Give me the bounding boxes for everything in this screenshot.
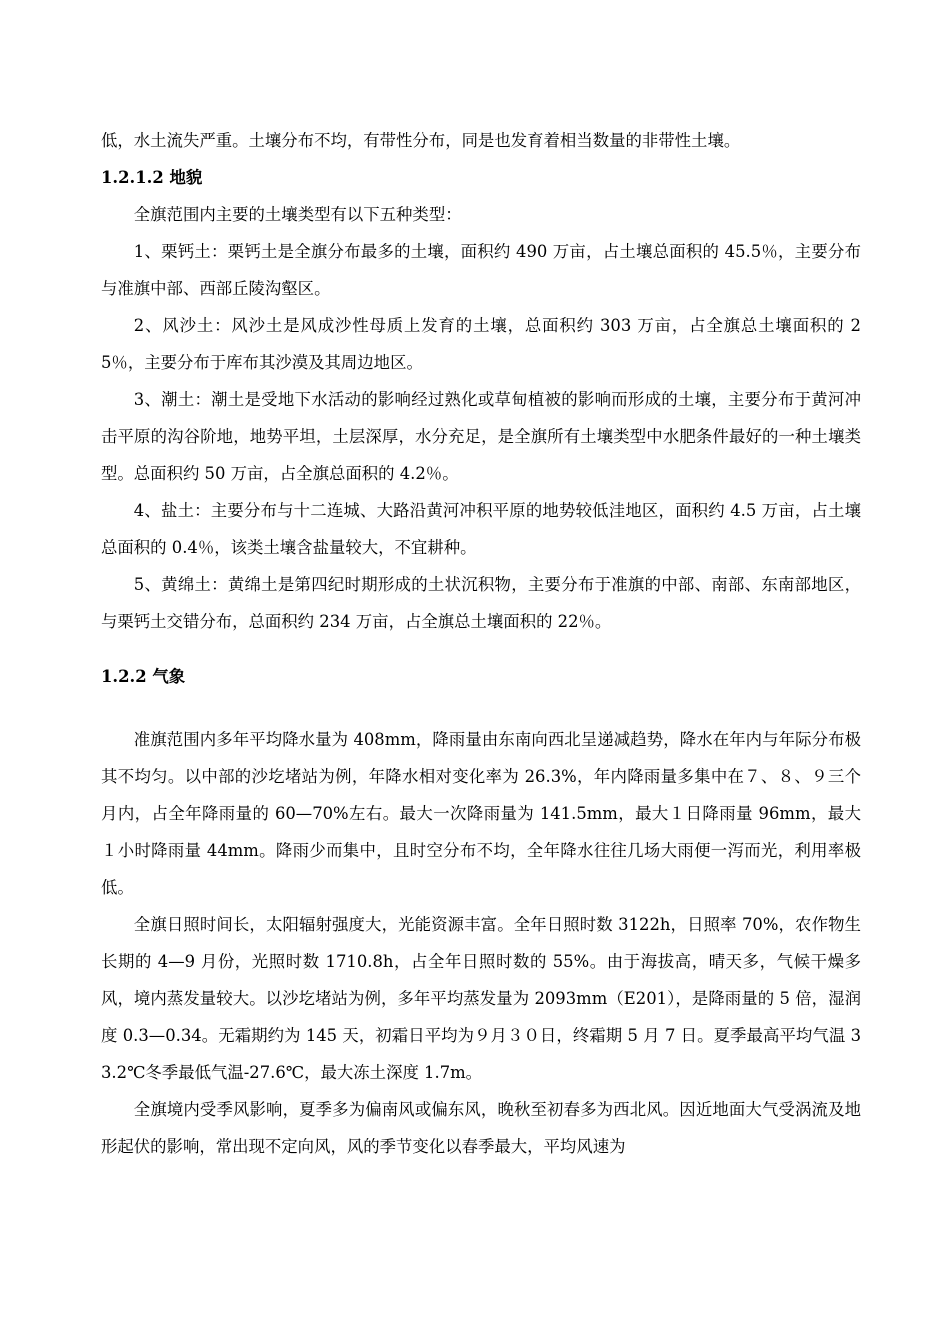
soil-type-fluvo-aquic: 3、潮土：潮土是受地下水活动的影响经过熟化或草甸植被的影响而形成的土壤，主要分布于黄河冲击平原的沟谷阶地，地势平坦，土层深厚，水分充足，是全旗所有土壤类型中水肥条件最好的一种土壤类型。总面积约 50 万亩，占全旗总面积的 4.2％。 [101, 390, 861, 483]
soil-types-intro: 全旗范围内主要的土壤类型有以下五种类型： [133, 205, 462, 224]
soil-type-aeolian-sand: 2、风沙土：风沙土是风成沙性母质上发育的土壤，总面积约 303 万亩，占全旗总土壤面积的 25％，主要分布于库布其沙漠及其周边地区。 [101, 316, 861, 372]
climate-precipitation-paragraph: 准旗范围内多年平均降水量为 408mm，降雨量由东南向西北呈递减趋势，降水在年内与年际分布极其不均匀。以中部的沙圪堵站为例，年降水相对变化率为 26.3%，年内降雨量多集中在７、８、９三个月内，占全年降雨量的 60—70%左右。最大一次降雨量为 141.5mm，最大１日降雨量 96mm，最大１小时降雨量 44mm。降雨少而集中，且时空分布不均，全年降水往往几场大雨便一泻而光，利用率极低。 [101, 730, 861, 897]
document-body [101, 122, 861, 1165]
soil-type-chestnut: 1、栗钙土：栗钙土是全旗分布最多的土壤，面积约 490 万亩，占土壤总面积的 45.5％，主要分布与准旗中部、西部丘陵沟壑区。 [101, 242, 861, 298]
landform-heading: 1.2.1.2 地貌 [101, 168, 203, 187]
climate-wind-paragraph: 全旗境内受季风影响，夏季多为偏南风或偏东风，晚秋至初春多为西北风。因近地面大气受涡流及地形起伏的影响，常出现不定向风，风的季节变化以春季最大，平均风速为 [101, 1100, 861, 1156]
soil-type-loessal: 5、黄绵土：黄绵土是第四纪时期形成的土状沉积物，主要分布于准旗的中部、南部、东南部地区，与栗钙土交错分布，总面积约 234 万亩，占全旗总土壤面积的 22％。 [101, 575, 861, 631]
continuation-paragraph: 低，水土流失严重。土壤分布不均，有带性分布，同是也发育着相当数量的非带性土壤。 [101, 131, 741, 150]
climate-sunshine-paragraph: 全旗日照时间长，太阳辐射强度大，光能资源丰富。全年日照时数 3122h，日照率 70%，农作物生长期的 4—9 月份，光照时数 1710.8h，占全年日照时数的 55%。由于海拔高，晴天多，气候干燥多风，境内蒸发量较大。以沙圪堵站为例，多年平均蒸发量为 2093mm（E201），是降雨量的 5 倍，湿润度 0.3—0.34。无霜期约为 145 天，初霜日平均为９月３０日，终霜期 5 月 7 日。夏季最高平均气温 33.2℃冬季最低气温-27.6℃，最大冻土深度 1.7m。 [101, 915, 861, 1082]
climate-heading: 1.2.2 气象 [101, 667, 186, 686]
soil-type-saline: 4、盐土：主要分布与十二连城、大路沿黄河冲积平原的地势较低洼地区，面积约 4.5 万亩，占土壤总面积的 0.4％，该类土壤含盐量较大，不宜耕种。 [101, 501, 861, 557]
